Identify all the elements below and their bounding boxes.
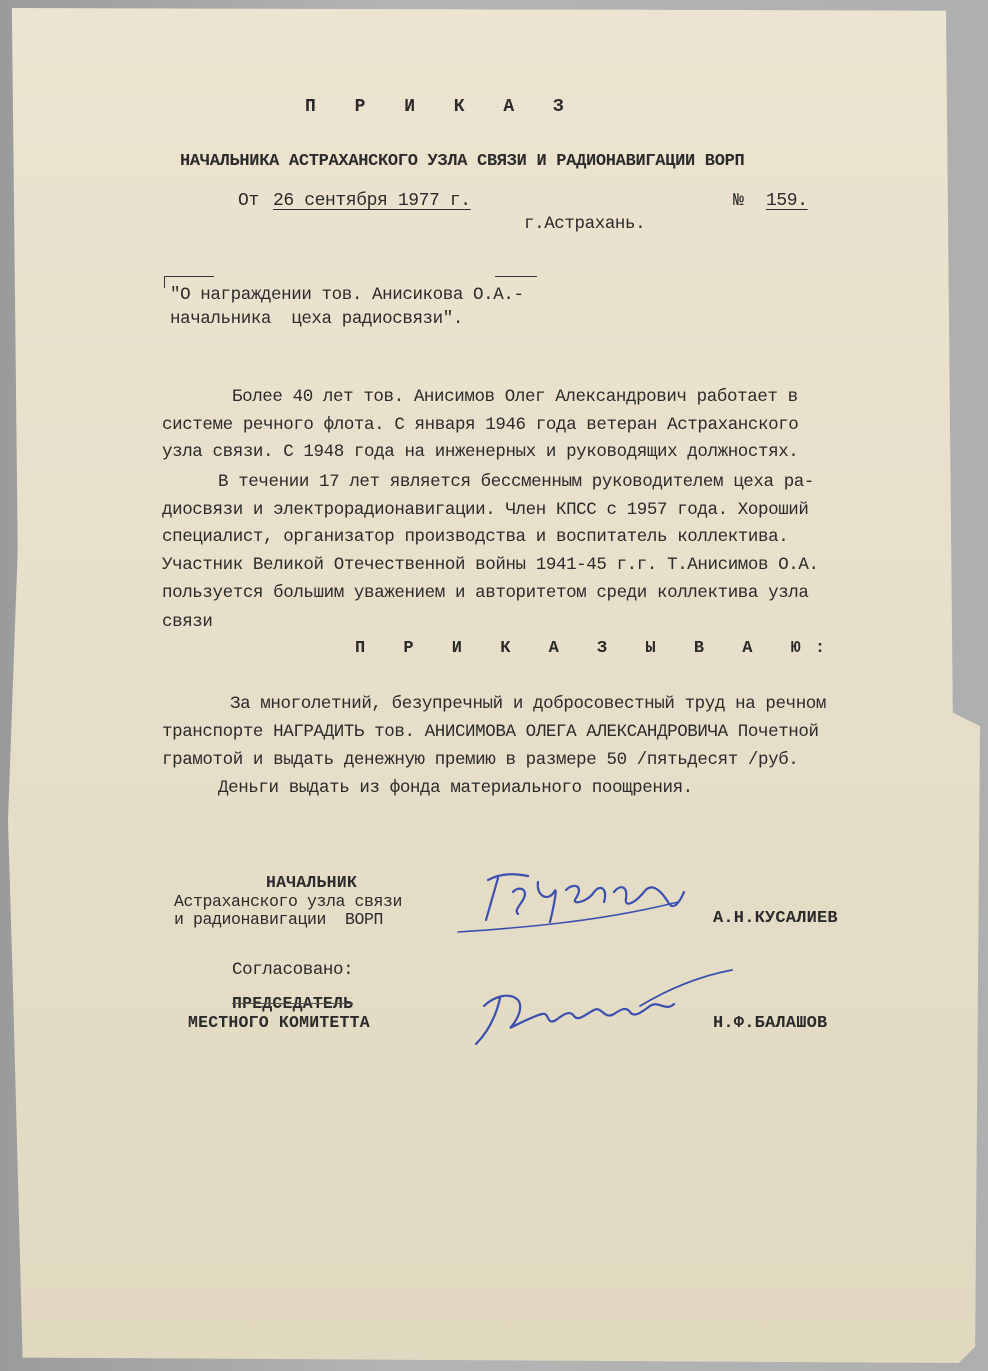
chief-title-line-3: и радионавигации ВОРП xyxy=(174,910,384,929)
chief-name: А.Н.КУСАЛИЕВ xyxy=(713,909,838,928)
subject-line-2: начальника цеха радиосвязи". xyxy=(170,309,463,329)
subject-bracket-left xyxy=(164,276,214,277)
subject-line-1: "О награждении тов. Анисикова О.А.- xyxy=(170,285,524,305)
order-line: За многолетний, безупречный и добросовестный труд на речном xyxy=(230,694,827,714)
document-title: П Р И К А З xyxy=(305,97,578,117)
order-line: транспорте НАГРАДИТЬ тов. АНИСИМОВА ОЛЕГА АЛЕКСАНДРОВИЧА Почетной xyxy=(162,722,819,742)
subject-bracket-left-tick xyxy=(164,276,165,288)
committee-title: ПРЕДСЕДАТЕЛЬ xyxy=(232,994,354,1013)
committee-name: Н.Ф.БАЛАШОВ xyxy=(713,1014,828,1033)
chief-title: НАЧАЛЬНИК xyxy=(266,873,357,892)
committee-title-line-2: МЕСТНОГО КОМИТЕТТА xyxy=(188,1013,370,1032)
number-prefix: № xyxy=(733,191,744,211)
body-line: В течении 17 лет является бессменным руководителем цеха ра- xyxy=(218,472,815,492)
issuer-line: НАЧАЛЬНИКА АСТРАХАНСКОГО УЗЛА СВЯЗИ И РАДИОНАВИГАЦИИ ВОРП xyxy=(180,152,745,171)
body-line: Участник Великой Отечественной войны 1941-45 г.г. Т.Анисимов О.А. xyxy=(162,555,819,575)
order-line: грамотой и выдать денежную премию в размере 50 /пятьдесят /руб. xyxy=(162,750,799,770)
body-line: связи xyxy=(162,612,213,632)
body-line: диосвязи и электрорадионавигации. Член КПСС с 1957 года. Хороший xyxy=(162,500,809,520)
document-page xyxy=(8,8,980,1363)
order-line: Деньги выдать из фонда материального поощрения. xyxy=(218,778,693,798)
order-heading: П Р И К А З Ы В А Ю: xyxy=(355,639,840,658)
order-date: 26 сентября 1977 г. xyxy=(273,191,471,211)
subject-bracket-right xyxy=(495,276,537,277)
agreed-label: Согласовано: xyxy=(232,960,354,980)
body-line: Более 40 лет тов. Анисимов Олег Александрович работает в xyxy=(232,387,798,407)
body-line: пользуется большим уважением и авторитетом среди коллектива узла xyxy=(162,583,809,603)
chief-title-line-2: Астраханского узла связи xyxy=(174,892,403,911)
date-prefix: От xyxy=(238,191,259,211)
body-line: специалист, организатор производства и воспитатель коллектива. xyxy=(162,527,789,547)
body-line: узла связи. С 1948 года на инженерных и руководящих должностях. xyxy=(162,442,799,462)
order-number: 159. xyxy=(766,191,808,211)
city: г.Астрахань. xyxy=(524,214,646,234)
body-line: системе речного флота. С января 1946 года ветеран Астраханского xyxy=(162,415,799,435)
chief-signature xyxy=(458,862,698,942)
committee-signature xyxy=(470,966,740,1056)
